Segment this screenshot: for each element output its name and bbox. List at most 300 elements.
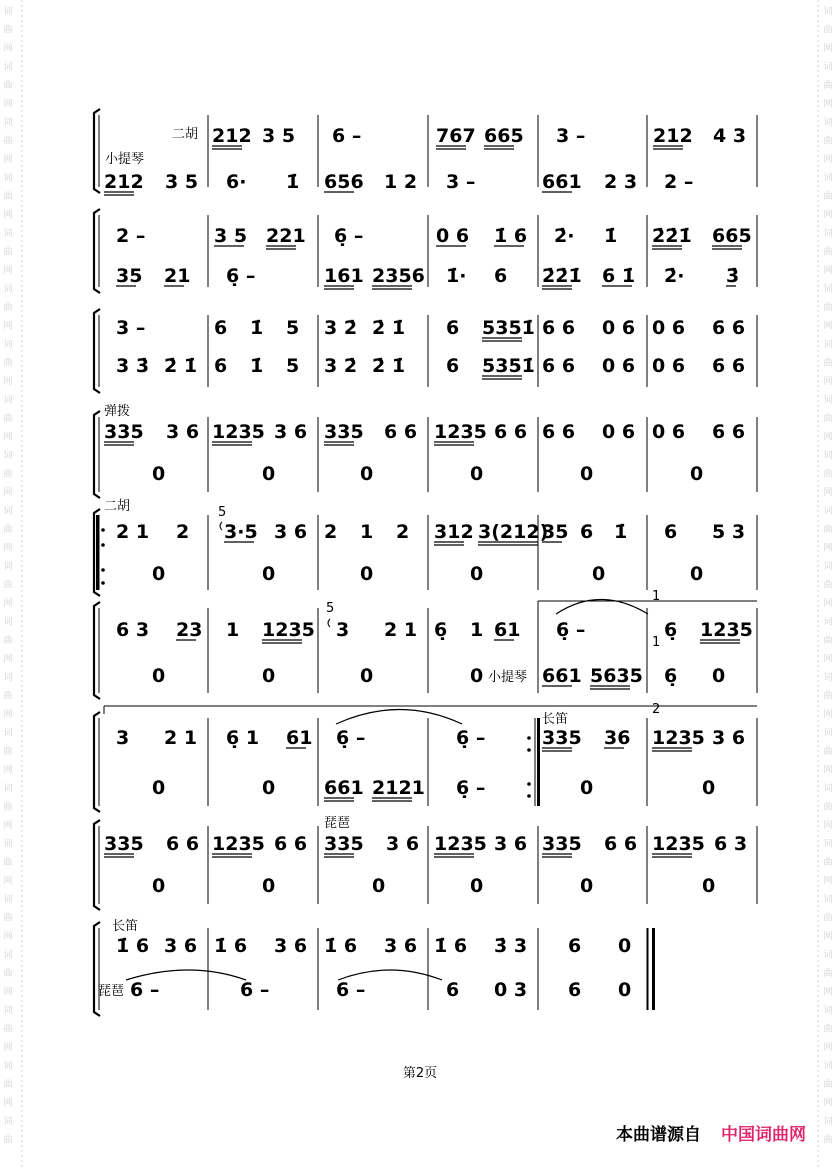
margin-watermark-glyph: 词 — [3, 229, 13, 239]
margin-watermark-glyph: 网 — [3, 210, 13, 221]
note-group: 4 3 — [713, 125, 747, 147]
margin-watermark-glyph: 网 — [823, 99, 833, 110]
note-group: 0 — [618, 979, 632, 1001]
note-group: 221 — [266, 225, 306, 247]
note-group: 1̇· — [446, 265, 467, 287]
margin-watermark-glyph: 曲 — [3, 25, 13, 36]
note-group: 5 — [286, 317, 300, 339]
score-system — [94, 919, 655, 1016]
margin-watermark-glyph: 词 — [3, 506, 13, 517]
margin-watermark-glyph: 网 — [3, 99, 13, 110]
instrument-label: 2 — [652, 702, 661, 717]
margin-watermark-glyph: 曲 — [823, 802, 833, 813]
note-group: 6 6 — [604, 833, 638, 855]
note-group: 6̣ – — [456, 777, 486, 799]
note-group: 161 — [324, 265, 364, 287]
margin-watermark-glyph: 网 — [823, 876, 833, 887]
note-group: 6̣ – — [556, 619, 586, 641]
note-group: 1̇ — [604, 225, 618, 247]
note-group: 6̣ – — [334, 225, 364, 247]
margin-watermark-glyph: 曲 — [3, 358, 13, 369]
note-group: 6̣ – — [456, 727, 486, 749]
note-group: 1̇ 6 — [116, 935, 150, 957]
note-group: 6· — [226, 171, 247, 193]
note-group: 3̇ 3 — [494, 935, 528, 957]
margin-watermark-glyph: 曲 — [3, 691, 13, 702]
margin-watermark-glyph: 网 — [823, 654, 833, 665]
margin-watermark-glyph: 曲 — [823, 858, 833, 868]
note-group: 2121 — [372, 777, 425, 799]
margin-watermark-glyph: 网 — [3, 1043, 13, 1053]
note-group: 6 6 — [712, 355, 746, 377]
margin-watermark-glyph: 词 — [823, 950, 833, 961]
note-group: 0 — [470, 563, 484, 585]
margin-watermark-glyph: 词 — [3, 173, 13, 184]
note-group: 212 — [104, 171, 144, 193]
note-group: 6 6 — [712, 421, 746, 443]
note-group: 6̣ 1 — [226, 727, 260, 749]
margin-watermark-glyph: 词 — [823, 839, 833, 850]
note-group: 6 6 — [166, 833, 200, 855]
margin-watermark-glyph: 网 — [823, 377, 833, 387]
note-group: 665 — [484, 125, 524, 147]
instrument-label: 1 — [652, 635, 661, 650]
repeat-dot — [101, 568, 105, 572]
note-group: 5 — [286, 355, 300, 377]
margin-watermark-glyph: 曲 — [823, 969, 833, 979]
instrument-label: 小提琴 — [105, 152, 145, 167]
repeat-dot — [527, 736, 531, 740]
margin-watermark-glyph: 网 — [823, 488, 833, 498]
note-group: 6 – — [336, 979, 366, 1001]
note-group: 2 — [324, 521, 338, 543]
margin-watermark-glyph: 词 — [823, 728, 833, 739]
note-group: 6 6 — [542, 421, 576, 443]
note-group: 0 — [470, 875, 484, 897]
note-group: 6 6 — [542, 317, 576, 339]
margin-watermark-glyph: 词 — [823, 1006, 833, 1016]
score-system — [94, 209, 757, 293]
note-group: 1 2 — [384, 171, 418, 193]
note-group: 3 5 — [165, 171, 199, 193]
note-group: 1235 — [212, 833, 265, 855]
note-group: 0 — [690, 463, 704, 485]
note-group: 6 – — [240, 979, 270, 1001]
note-group: 2 – — [664, 171, 694, 193]
repeat-start-bar — [96, 515, 99, 590]
note-group: 2 – — [116, 225, 146, 247]
note-group: 3 2̇ — [324, 355, 358, 377]
note-group: 6 1̇ — [602, 265, 636, 287]
score-system — [94, 498, 757, 596]
margin-watermark-glyph: 词 — [3, 950, 13, 961]
note-group: 35 — [116, 265, 143, 287]
note-group: 1̇ 6 — [494, 225, 528, 247]
note-group: 0 — [702, 777, 716, 799]
margin-watermark-glyph: 网 — [3, 44, 13, 54]
margin-watermark-glyph: 曲 — [823, 747, 833, 757]
margin-watermark-glyph: 词 — [823, 506, 833, 517]
margin-watermark-glyph: 词 — [823, 62, 833, 73]
margin-watermark-glyph: 曲 — [3, 414, 13, 424]
note-group: 335 — [104, 421, 144, 443]
note-group: 656 — [324, 171, 364, 193]
note-group: 212 — [212, 125, 252, 147]
instrument-label: 5 — [218, 505, 227, 520]
note-group: 0 — [712, 665, 726, 687]
margin-watermark-glyph: 曲 — [823, 691, 833, 702]
margin-watermark-glyph: 曲 — [823, 81, 833, 91]
note-group: 6 6 — [384, 421, 418, 443]
note-group: 3 6 — [274, 521, 308, 543]
note-group: 61 — [494, 619, 521, 641]
note-group: 0 — [618, 935, 632, 957]
margin-watermark-glyph: 曲 — [3, 81, 13, 91]
note-group: 2 1 — [164, 727, 198, 749]
note-group: 2̇· — [554, 225, 575, 247]
margin-watermark-glyph: 曲 — [3, 136, 13, 147]
note-group: 767 — [436, 125, 476, 147]
instrument-label: 长笛 — [542, 712, 569, 727]
note-group: 661 — [542, 665, 582, 687]
note-group: 6 – — [130, 979, 160, 1001]
note-group: 3 6 — [274, 421, 308, 443]
note-group: 3 6 — [164, 935, 198, 957]
note-group: 335 — [542, 833, 582, 855]
note-group: 61 — [286, 727, 313, 749]
margin-watermark-glyph: 网 — [823, 987, 833, 998]
note-group: 1235 — [262, 619, 315, 641]
margin-watermark-glyph: 曲 — [3, 802, 13, 813]
note-group: 1̇ — [250, 317, 264, 339]
grace-hook — [328, 619, 330, 627]
note-group: 6̣ — [664, 665, 678, 687]
score-system — [94, 309, 757, 393]
score-system — [94, 702, 757, 812]
margin-watermark-glyph: 网 — [3, 488, 13, 498]
margin-watermark-glyph: 曲 — [823, 136, 833, 147]
margin-watermark-glyph: 词 — [823, 173, 833, 184]
note-group: 2356 — [372, 265, 425, 287]
margin-watermark-glyph: 网 — [823, 1043, 833, 1053]
margin-watermark-glyph: 词 — [3, 118, 13, 128]
note-group: 335 — [324, 421, 364, 443]
source-site-link[interactable]: 中国词曲网 — [721, 1125, 806, 1145]
margin-watermark-glyph: 网 — [823, 210, 833, 221]
margin-watermark-glyph: 词 — [3, 1006, 13, 1016]
note-group: 6 — [446, 355, 460, 377]
margin-watermark-glyph: 曲 — [823, 525, 833, 535]
note-group: 3 – — [446, 171, 476, 193]
note-group: 3 5 — [214, 225, 248, 247]
note-group: 5351̇ — [482, 317, 535, 339]
note-group: 0 6 — [652, 355, 686, 377]
note-group: 3 6 — [386, 833, 420, 855]
slur-arc — [556, 600, 648, 615]
note-group: 0 — [702, 875, 716, 897]
note-group: 3 6 — [384, 935, 418, 957]
note-group: 21 — [164, 265, 191, 287]
margin-watermark-glyph: 网 — [3, 710, 13, 720]
note-group: 5635 — [590, 665, 643, 687]
note-group: 0 — [372, 875, 386, 897]
note-group: 0 — [262, 463, 276, 485]
margin-watermark-glyph: 词 — [823, 118, 833, 128]
margin-watermark-glyph: 网 — [823, 932, 833, 942]
note-group: 0 — [360, 463, 374, 485]
margin-watermark-glyph: 词 — [3, 284, 13, 295]
note-group: 6 — [568, 979, 582, 1001]
note-group: 2̇ 1̇ — [372, 355, 406, 377]
note-group: 0 — [152, 665, 166, 687]
instrument-label: 二胡 — [172, 127, 199, 142]
note-group: 1235 — [212, 421, 265, 443]
note-group: 6̣ – — [336, 727, 366, 749]
instrument-label: 弹拨 — [104, 404, 131, 419]
instrument-label: 长笛 — [112, 919, 139, 934]
note-group: 0 6 — [436, 225, 470, 247]
margin-watermark-glyph: 曲 — [823, 913, 833, 924]
margin-watermark-glyph: 网 — [3, 432, 13, 443]
margin-watermark-glyph: 网 — [3, 266, 13, 276]
note-group: 0 6 — [602, 355, 636, 377]
note-group: 1235 — [652, 833, 705, 855]
margin-watermark-glyph: 网 — [3, 654, 13, 665]
margin-watermark-glyph: 词 — [823, 395, 833, 406]
note-group: 3 6 — [166, 421, 200, 443]
margin-watermark-glyph: 曲 — [823, 469, 833, 480]
note-group: 6 — [446, 979, 460, 1001]
note-group: 3 6 — [494, 833, 528, 855]
note-group: 3·5 — [224, 521, 258, 543]
note-group: 1 — [360, 521, 374, 543]
note-group: 335 — [542, 727, 582, 749]
margin-watermark-glyph: 曲 — [823, 1135, 833, 1146]
repeat-dot — [101, 581, 105, 585]
margin-watermark-glyph: 词 — [3, 839, 13, 850]
margin-watermark-glyph: 网 — [3, 932, 13, 942]
margin-watermark-glyph: 网 — [823, 321, 833, 332]
note-group: 2 3 — [604, 171, 638, 193]
note-group: 6̣ — [664, 619, 678, 641]
note-group: 2 — [396, 521, 410, 543]
note-group: 6 — [446, 317, 460, 339]
note-group: 3(212) — [478, 521, 549, 543]
note-group: 3 6 — [712, 727, 746, 749]
margin-watermark-glyph: 词 — [3, 673, 13, 683]
margin-watermark-glyph: 网 — [823, 543, 833, 554]
note-group: 0 — [152, 777, 166, 799]
note-group: 0 6 — [602, 317, 636, 339]
note-group: 0 — [360, 563, 374, 585]
note-group: 2 1 — [116, 521, 150, 543]
note-group: 665 — [712, 225, 752, 247]
note-group: 1̇ — [614, 521, 628, 543]
margin-watermark-glyph: 网 — [823, 599, 833, 609]
margin-watermark-glyph: 曲 — [3, 636, 13, 646]
repeat-dot — [527, 782, 531, 786]
margin-watermark-glyph: 词 — [3, 895, 13, 905]
margin-watermark-glyph: 网 — [823, 155, 833, 165]
note-group: 35 — [542, 521, 569, 543]
margin-watermark-glyph: 网 — [3, 765, 13, 776]
margin-watermark-glyph: 词 — [823, 562, 833, 572]
repeat-dot — [101, 543, 105, 547]
margin-watermark-glyph: 曲 — [3, 747, 13, 757]
margin-watermark-glyph: 网 — [823, 765, 833, 776]
margin-watermark-glyph: 词 — [3, 340, 13, 350]
note-group: 3 — [116, 727, 130, 749]
margin-watermark-glyph: 词 — [823, 229, 833, 239]
note-group: 0 — [580, 875, 594, 897]
margin-watermark-glyph: 曲 — [3, 1080, 13, 1090]
note-group: 0 — [152, 875, 166, 897]
note-group: 6 — [664, 521, 678, 543]
margin-watermark-glyph: 词 — [823, 1061, 833, 1072]
note-group: 2̇2̇1̇ — [542, 265, 582, 287]
note-group: 3 5 — [262, 125, 296, 147]
instrument-label: 5 — [326, 601, 335, 616]
score-system — [94, 403, 757, 498]
margin-watermark-glyph: 词 — [3, 728, 13, 739]
margin-watermark-glyph: 曲 — [823, 358, 833, 369]
note-group: 6 6 — [274, 833, 308, 855]
note-group: 1235 — [652, 727, 705, 749]
note-group: 3̇ — [726, 265, 740, 287]
note-group: 2̇ 1̇ — [372, 317, 406, 339]
source-prefix: 本曲谱源自 — [616, 1125, 701, 1145]
margin-watermark-glyph: 曲 — [3, 580, 13, 591]
margin-watermark-glyph: 网 — [3, 599, 13, 609]
margin-watermark-glyph: 网 — [823, 1098, 833, 1109]
repeat-dot — [101, 528, 105, 532]
note-group: 2 1 — [384, 619, 418, 641]
note-group: 6 3 — [116, 619, 150, 641]
note-group: 1̇ — [286, 171, 300, 193]
note-group: 1̇ 6 — [214, 935, 248, 957]
note-group: 0 3 — [494, 979, 528, 1001]
slur-arc — [336, 710, 462, 725]
score-system — [94, 589, 757, 699]
margin-watermark-glyph: 网 — [3, 155, 13, 165]
margin-watermark-glyph: 网 — [823, 266, 833, 276]
margin-watermark-glyph: 曲 — [823, 247, 833, 258]
margin-watermark-glyph: 曲 — [3, 469, 13, 480]
margin-watermark-glyph: 曲 — [823, 25, 833, 36]
note-group: 212 — [653, 125, 693, 147]
margin-watermark-glyph: 网 — [3, 377, 13, 387]
note-group: 6 — [214, 317, 228, 339]
margin-watermark-glyph: 网 — [3, 321, 13, 332]
margin-watermark-glyph: 曲 — [823, 303, 833, 313]
note-group: 6 6 — [542, 355, 576, 377]
margin-watermark-glyph: 词 — [823, 784, 833, 794]
note-group: 2̇ 1̇ — [164, 355, 198, 377]
note-group: 0 — [262, 563, 276, 585]
note-group: 5351̇ — [482, 355, 535, 377]
note-group: 0 — [262, 875, 276, 897]
margin-watermark-glyph: 曲 — [3, 247, 13, 258]
margin-watermark-glyph: 曲 — [3, 913, 13, 924]
note-group: 6 – — [332, 125, 362, 147]
note-group: 1235 — [434, 833, 487, 855]
note-group: 2̇· — [664, 265, 685, 287]
margin-watermark-glyph: 词 — [823, 895, 833, 905]
note-group: 1̇ 6 — [324, 935, 358, 957]
margin-watermark-glyph: 曲 — [3, 1024, 13, 1035]
margin-watermark-glyph: 网 — [823, 432, 833, 443]
margin-watermark-glyph: 曲 — [823, 580, 833, 591]
margin-watermark-glyph: 曲 — [3, 858, 13, 868]
instrument-label: 琵琶 — [324, 816, 351, 831]
margin-watermark-glyph: 网 — [3, 876, 13, 887]
note-group: 1 — [226, 619, 240, 641]
margin-watermark-glyph: 词 — [3, 1117, 13, 1127]
grace-hook — [220, 522, 222, 530]
note-group: 1235 — [434, 421, 487, 443]
note-group: 0 6 — [652, 421, 686, 443]
margin-watermark-glyph: 词 — [823, 673, 833, 683]
note-group: 0 6 — [602, 421, 636, 443]
margin-watermark-glyph: 曲 — [823, 192, 833, 202]
note-group: 6 6 — [712, 317, 746, 339]
margin-watermark-glyph: 网 — [823, 710, 833, 720]
margin-watermark-glyph: 词 — [823, 1117, 833, 1127]
note-group: 0 — [152, 463, 166, 485]
note-group: 3 6 — [274, 935, 308, 957]
final-barline-thick — [652, 928, 655, 1010]
note-group: 6 — [568, 935, 582, 957]
note-group: 0 — [470, 463, 484, 485]
note-group: 312 — [434, 521, 474, 543]
margin-watermark-glyph: 词 — [3, 7, 13, 17]
note-group: 6̣ — [434, 619, 448, 641]
margin-watermark-glyph: 词 — [823, 7, 833, 17]
note-group: 3 2̇ — [324, 317, 358, 339]
note-group: 335 — [324, 833, 364, 855]
note-group: 0 — [262, 665, 276, 687]
note-group: 1̇ 6 — [434, 935, 468, 957]
note-group: 335 — [104, 833, 144, 855]
note-group: 1 — [470, 619, 484, 641]
note-group: 3 — [336, 619, 350, 641]
margin-watermark-glyph: 曲 — [823, 636, 833, 646]
score-system — [94, 816, 757, 910]
note-group: 0 — [592, 563, 606, 585]
note-group: 23 — [176, 619, 203, 641]
margin-watermark-glyph: 网 — [3, 1098, 13, 1109]
margin-watermark-glyph: 曲 — [823, 1080, 833, 1090]
note-group: 3 3̇ — [116, 355, 150, 377]
page-number: 第2页 — [402, 1066, 438, 1081]
margin-watermark-glyph: 词 — [3, 617, 13, 628]
margin-watermark-glyph: 词 — [3, 62, 13, 73]
note-group: 2̇2̇1̇ — [652, 225, 692, 247]
margin-watermark-glyph: 网 — [3, 987, 13, 998]
note-group: 3 – — [556, 125, 586, 147]
note-group: 0 — [580, 463, 594, 485]
note-group: 1235 — [700, 619, 753, 641]
note-group: 6 — [580, 521, 594, 543]
note-group: 0 — [262, 777, 276, 799]
margin-watermark-glyph: 曲 — [3, 303, 13, 313]
score-system — [94, 109, 757, 195]
note-group: 6 — [494, 265, 508, 287]
repeat-dot — [527, 748, 531, 752]
margin-watermark-glyph: 曲 — [3, 1135, 13, 1146]
repeat-end-thick — [537, 718, 540, 806]
note-group: 0 — [690, 563, 704, 585]
